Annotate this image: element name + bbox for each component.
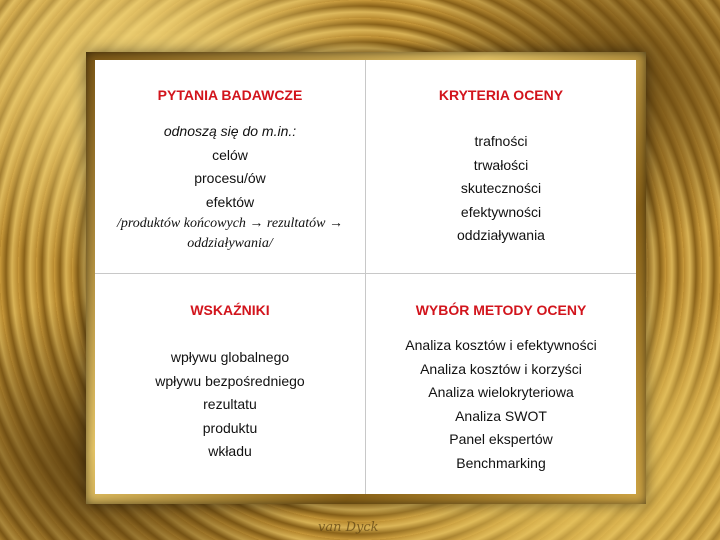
cell-evaluation-criteria <box>366 60 636 273</box>
cell-method-selection <box>366 274 636 494</box>
cell-heading: PYTANIA BADAWCZE <box>157 87 303 103</box>
list-item: Analiza kosztów i korzyści <box>420 360 582 377</box>
list-item: Analiza kosztów i efektywności <box>405 337 597 353</box>
frame-signature: van Dyck <box>318 520 379 535</box>
list-item: Panel ekspertów <box>449 431 553 447</box>
list-item: procesu/ów <box>194 170 266 186</box>
list-item: oddziaływania <box>457 227 545 243</box>
list-item: rezultatu <box>203 396 257 412</box>
cell-heading: KRYTERIA OCENY <box>438 87 564 103</box>
matrix-table <box>95 60 636 494</box>
list-item: Analiza SWOT <box>455 407 547 424</box>
cell-heading: WSKAŹNIKI <box>190 302 270 318</box>
list-item: produktu <box>202 419 258 436</box>
list-item: efektów <box>205 193 255 210</box>
cell-content <box>95 346 365 464</box>
list-item: trwałości <box>473 156 529 173</box>
cell-content <box>366 334 636 475</box>
cell-research-questions <box>95 60 365 273</box>
list-item: skuteczności <box>460 180 542 196</box>
list-item: wpływu bezpośredniego <box>155 372 305 389</box>
list-item: wkładu <box>208 443 252 459</box>
cell-indicators <box>95 274 365 494</box>
slide-canvas <box>95 60 636 494</box>
list-item: celów <box>212 146 248 163</box>
note-line: oddziaływania/ <box>187 236 273 251</box>
list-item: trafności <box>474 133 528 149</box>
list-item: efektywności <box>460 203 542 220</box>
list-item: wpływu globalnego <box>170 349 290 365</box>
cell-content <box>366 130 636 248</box>
cell-heading: WYBÓR METODY OCENY <box>415 302 587 318</box>
list-item: Analiza wielokryteriowa <box>428 384 574 400</box>
intro-text: odnoszą się do m.in.: <box>163 123 297 139</box>
note-line: /produktów końcowych → rezultatów → <box>116 216 344 231</box>
cell-content <box>95 120 365 214</box>
list-item: Benchmarking <box>456 454 546 471</box>
